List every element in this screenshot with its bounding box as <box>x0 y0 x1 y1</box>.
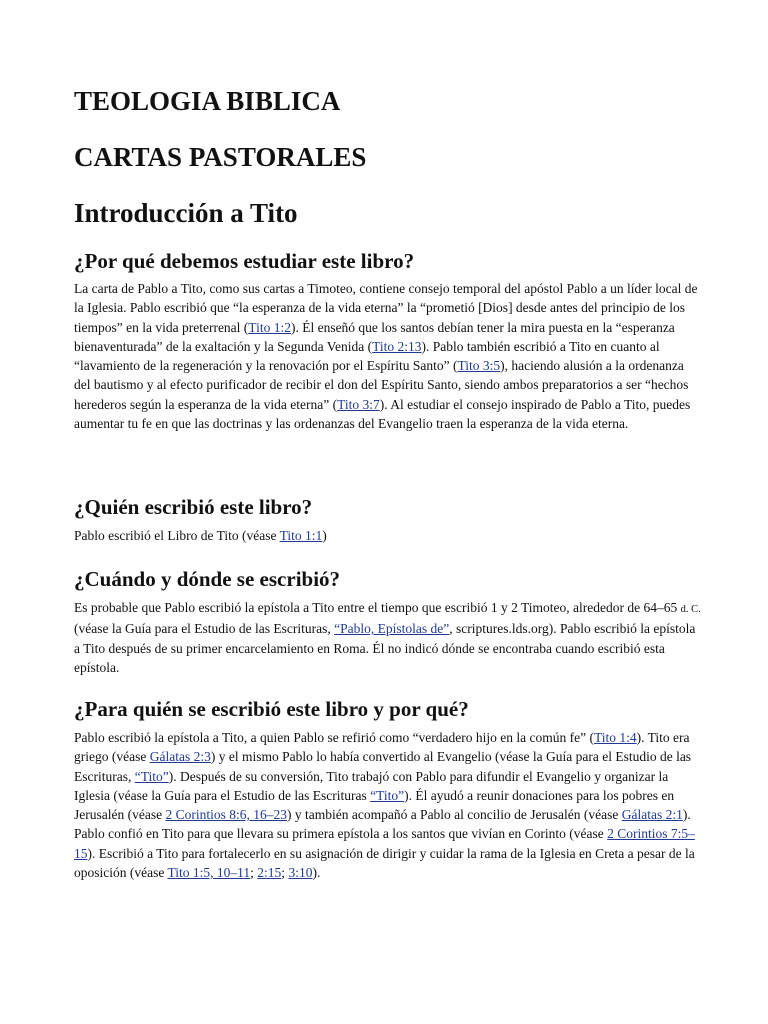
link-tito-3-7[interactable]: Tito 3:7 <box>337 396 380 412</box>
link-tito-1-5[interactable]: Tito 1:5, 10–11 <box>167 865 251 881</box>
heading-cuando-donde: ¿Cuándo y dónde se escribió? <box>74 567 341 591</box>
link-2-corintios-7-5[interactable]: 2 Corintios 7:5–15 <box>74 826 695 861</box>
link-tito-2-13[interactable]: Tito 2:13 <box>372 338 422 354</box>
title-introduccion-tito: Introducción a Tito <box>74 198 298 228</box>
link-2-corintios-8-6[interactable]: 2 Corintios 8:6, 16–23 <box>165 807 287 823</box>
heading-quien-escribio: ¿Quién escribió este libro? <box>74 495 313 519</box>
title-teologia-biblica: TEOLOGIA BIBLICA <box>74 86 341 116</box>
paragraph-cuando-donde: Es probable que Pablo escribió la epístola a Tito entre el tiempo que escribió 1 y 2 Timoteo, alrededor de 64–65 d. C. (véase la Guía para el Estudio de las Escrituras, “Pablo, Epístolas de”, scriptures.lds.org). Pablo escribió la epístola a Tito después de su primer encarcelamiento en Roma. Él no indicó dónde se encontraba cuando escribió esta epístola. <box>74 600 701 675</box>
era-label: d. C. <box>680 604 701 615</box>
link-tito-1-1[interactable]: Tito 1:1 <box>279 528 323 543</box>
title-cartas-pastorales: CARTAS PASTORALES <box>74 142 367 172</box>
heading-para-quien: ¿Para quién se escribió este libro y por qué? <box>74 697 469 721</box>
paragraph-por-que-estudiar: La carta de Pablo a Tito, como sus cartas a Timoteo, contiene consejo temporal del apóstol Pablo a un líder local de la Iglesia. Pablo escribió que “la esperanza de la vida eterna” la “prometió [Dios] desde antes del principio de los tiempos” en la vida preterrenal (Tito 1:2). Él enseñó que los santos debían tener la mira puesta en la “esperanza bienaventurada” de la exaltación y la Segunda Venida (Tito 2:13). Pablo también escribió a Tito en cuanto al “lavamiento de la regeneración y la renovación por el Espíritu Santo” (Tito 3:5), haciendo alusión a la ordenanza del bautismo y al efecto purificador de recibir el don del Espíritu Santo, siendo ambos preparatorios a ser “hechos herederos según la esperanza de la vida eterna” (Tito 3:7). Al estudiar el consejo inspirado de Pablo a Tito, puedes aumentar tu fe en que las doctrinas y las ordenanzas del Evangelio traen la esperanza de la vida eterna. <box>74 281 698 432</box>
link-galatas-2-1[interactable]: Gálatas 2:1 <box>621 807 683 823</box>
link-galatas-2-3[interactable]: Gálatas 2:3 <box>149 749 211 765</box>
link-tito-3-5[interactable]: Tito 3:5 <box>457 358 501 374</box>
link-2-15[interactable]: 2:15 <box>257 865 282 881</box>
link-tito-1-4[interactable]: Tito 1:4 <box>593 730 637 745</box>
paragraph-para-quien: Pablo escribió la epístola a Tito, a quien Pablo se refirió como “verdadero hijo en la común fe” (Tito 1:4). Tito era griego (véase Gálatas 2:3) y el mismo Pablo lo había convertido al Evangelio (véase la Guía para el Estudio de las Escrituras, “Tito”). Después de su conversión, Tito trabajó con Pablo para difundir el Evangelio y organizar la Iglesia (véase la Guía para el Estudio de las Escrituras “Tito”). Él ayudó a reunir donaciones para los pobres en Jerusalén (véase 2 Corintios 8:6, 16–23) y también acompañó a Pablo al concilio de Jerusalén (véase Gálatas 2:1). Pablo confió en Tito para que llevara su primera epístola a los santos que vivían en Corinto (véase 2 Corintios 7:5–15). Escribió a Tito para fortalecerlo en su asignación de dirigir y cuidar la rama de la Iglesia en Creta a pesar de la oposición (véase Tito 1:5, 10–11; 2:15; 3:10). <box>74 730 695 881</box>
link-tito-1-2[interactable]: Tito 1:2 <box>248 319 291 335</box>
heading-por-que-estudiar: ¿Por qué debemos estudiar este libro? <box>74 249 415 273</box>
paragraph-quien-escribio: Pablo escribió el Libro de Tito (véase Tito 1:1) <box>74 528 327 543</box>
link-3-10[interactable]: 3:10 <box>288 865 313 881</box>
link-guia-tito-2[interactable]: “Tito” <box>370 787 405 803</box>
link-pablo-epistolas[interactable]: “Pablo, Epístolas de” <box>334 621 450 637</box>
link-guia-tito[interactable]: “Tito” <box>134 768 169 784</box>
